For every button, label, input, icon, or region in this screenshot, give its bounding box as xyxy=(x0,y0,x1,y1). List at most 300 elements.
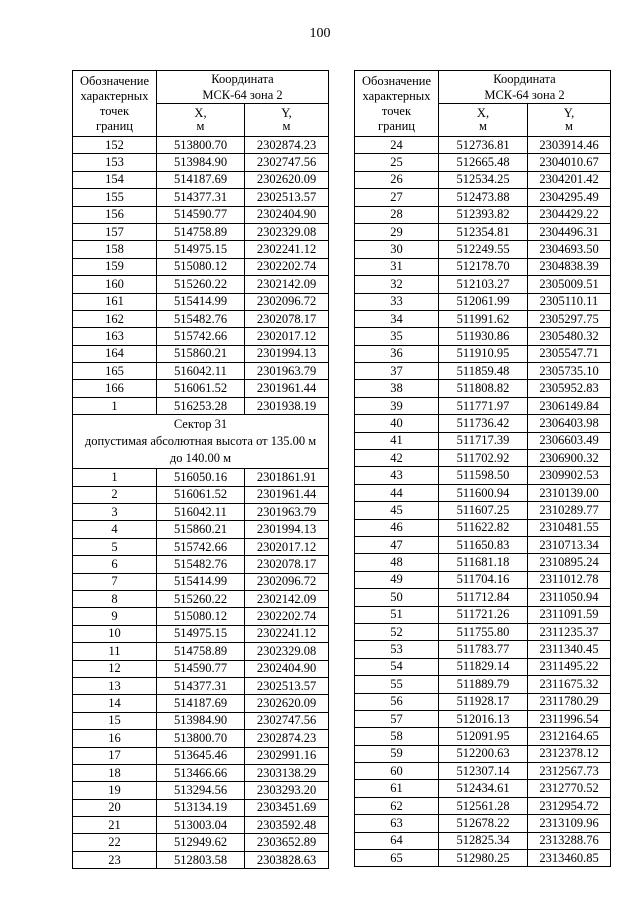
x-value: 512354.81 xyxy=(439,223,528,240)
y-value: 2310289.77 xyxy=(528,502,611,519)
point-number: 155 xyxy=(73,189,157,206)
x-value: 515414.99 xyxy=(157,293,245,310)
point-number: 34 xyxy=(355,310,439,327)
x-value: 516042.11 xyxy=(157,363,245,380)
x-value: 511991.62 xyxy=(439,310,528,327)
table-row xyxy=(355,450,611,467)
table-row xyxy=(355,745,611,762)
y-value: 2311495.22 xyxy=(528,658,611,675)
x-value: 513645.46 xyxy=(157,747,245,764)
point-number: 153 xyxy=(73,154,157,171)
point-number: 20 xyxy=(73,799,157,816)
point-number: 52 xyxy=(355,623,439,640)
point-number: 43 xyxy=(355,467,439,484)
point-number: 162 xyxy=(73,310,157,327)
point-number: 53 xyxy=(355,641,439,658)
point-number: 157 xyxy=(73,223,157,240)
point-number: 32 xyxy=(355,276,439,293)
point-number: 31 xyxy=(355,258,439,275)
point-number: 36 xyxy=(355,345,439,362)
point-number: 24 xyxy=(355,137,439,154)
point-number: 54 xyxy=(355,658,439,675)
y-value: 2303451.69 xyxy=(245,799,329,816)
left-top-rows xyxy=(73,137,329,415)
point-number: 1 xyxy=(73,397,157,414)
table-row xyxy=(355,484,611,501)
table-row xyxy=(355,137,611,154)
x-value: 511859.48 xyxy=(439,363,528,380)
table-row xyxy=(355,502,611,519)
y-value: 2302017.12 xyxy=(245,328,329,345)
point-number: 19 xyxy=(73,782,157,799)
point-number: 47 xyxy=(355,536,439,553)
sector-title: Сектор 31 xyxy=(173,417,228,432)
table-row xyxy=(355,658,611,675)
x-value: 512393.82 xyxy=(439,206,528,223)
x-value: 511622.82 xyxy=(439,519,528,536)
designation-header: Обозначение характерных точек границ xyxy=(73,71,157,137)
y-value: 2302991.16 xyxy=(245,747,329,764)
table-row xyxy=(355,276,611,293)
y-value: 2301994.13 xyxy=(245,345,329,362)
table-row xyxy=(73,590,329,607)
y-value: 2311091.59 xyxy=(528,606,611,623)
x-value: 512178.70 xyxy=(439,258,528,275)
point-number: 12 xyxy=(73,660,157,677)
x-value: 512307.14 xyxy=(439,763,528,780)
x-value: 514975.15 xyxy=(157,241,245,258)
table-row xyxy=(355,154,611,171)
sector-row xyxy=(73,415,329,469)
x-value: 511600.94 xyxy=(439,484,528,501)
x-value: 512434.61 xyxy=(439,780,528,797)
point-number: 64 xyxy=(355,832,439,849)
x-value: 516050.16 xyxy=(157,469,245,486)
table-row xyxy=(73,660,329,677)
y-value: 2301963.79 xyxy=(245,504,329,521)
point-number: 156 xyxy=(73,206,157,223)
point-number: 8 xyxy=(73,590,157,607)
point-number: 2 xyxy=(73,486,157,503)
x-value: 514590.77 xyxy=(157,660,245,677)
table-row xyxy=(73,556,329,573)
table-row xyxy=(73,608,329,625)
point-number: 44 xyxy=(355,484,439,501)
table-row xyxy=(355,606,611,623)
x-value: 511889.79 xyxy=(439,676,528,693)
x-value: 515482.76 xyxy=(157,556,245,573)
y-value: 2305297.75 xyxy=(528,310,611,327)
table-row xyxy=(73,189,329,206)
y-value: 2312378.12 xyxy=(528,745,611,762)
y-value: 2313460.85 xyxy=(528,850,611,867)
point-number: 59 xyxy=(355,745,439,762)
x-value: 511783.77 xyxy=(439,641,528,658)
point-number: 3 xyxy=(73,504,157,521)
point-number: 154 xyxy=(73,171,157,188)
x-value: 513984.90 xyxy=(157,712,245,729)
sector-height-range: допустимая абсолютная высота от 135.00 м xyxy=(84,434,317,449)
y-value: 2302747.56 xyxy=(245,712,329,729)
y-value: 2302874.23 xyxy=(245,730,329,747)
table-row xyxy=(73,345,329,362)
point-number: 9 xyxy=(73,608,157,625)
point-number: 29 xyxy=(355,223,439,240)
y-header: Y, м xyxy=(528,104,611,137)
table-row xyxy=(73,712,329,729)
coordinate-header: Координата МСК-64 зона 2 xyxy=(157,71,329,104)
x-value: 511598.50 xyxy=(439,467,528,484)
right-coordinates-table xyxy=(354,70,611,867)
table-row xyxy=(355,206,611,223)
point-number: 57 xyxy=(355,710,439,727)
point-number: 48 xyxy=(355,554,439,571)
designation-header: Обозначение характерных точек границ xyxy=(355,71,439,137)
x-value: 515860.21 xyxy=(157,345,245,362)
point-number: 33 xyxy=(355,293,439,310)
y-header: Y, м xyxy=(245,104,329,137)
y-value: 2311050.94 xyxy=(528,589,611,606)
x-value: 513003.04 xyxy=(157,817,245,834)
table-row xyxy=(73,223,329,240)
y-value: 2302874.23 xyxy=(245,137,329,154)
x-value: 511717.39 xyxy=(439,432,528,449)
x-value: 512249.55 xyxy=(439,241,528,258)
point-number: 45 xyxy=(355,502,439,519)
table-row xyxy=(355,380,611,397)
x-value: 511930.86 xyxy=(439,328,528,345)
right-rows xyxy=(355,137,611,867)
x-value: 514758.89 xyxy=(157,643,245,660)
table-row xyxy=(355,728,611,745)
y-value: 2303914.46 xyxy=(528,137,611,154)
table-row xyxy=(73,538,329,555)
y-value: 2301963.79 xyxy=(245,363,329,380)
table-row xyxy=(73,363,329,380)
y-value: 2305480.32 xyxy=(528,328,611,345)
y-value: 2302202.74 xyxy=(245,608,329,625)
point-number: 22 xyxy=(73,834,157,851)
y-value: 2305547.71 xyxy=(528,345,611,362)
y-value: 2302017.12 xyxy=(245,538,329,555)
table-row xyxy=(73,643,329,660)
sector-height-range-end: до 140.00 м xyxy=(169,451,232,466)
point-number: 50 xyxy=(355,589,439,606)
x-value: 511771.97 xyxy=(439,397,528,414)
y-value: 2304201.42 xyxy=(528,171,611,188)
y-value: 2301961.44 xyxy=(245,380,329,397)
point-number: 30 xyxy=(355,241,439,258)
y-value: 2313288.76 xyxy=(528,832,611,849)
y-value: 2304496.31 xyxy=(528,223,611,240)
point-number: 1 xyxy=(73,469,157,486)
table-row xyxy=(73,747,329,764)
x-value: 516061.52 xyxy=(157,486,245,503)
y-value: 2303293.20 xyxy=(245,782,329,799)
point-number: 39 xyxy=(355,397,439,414)
table-row xyxy=(73,677,329,694)
y-value: 2305009.51 xyxy=(528,276,611,293)
point-number: 26 xyxy=(355,171,439,188)
table-row xyxy=(355,710,611,727)
y-value: 2310481.55 xyxy=(528,519,611,536)
point-number: 23 xyxy=(73,851,157,868)
y-value: 2302096.72 xyxy=(245,293,329,310)
table-row xyxy=(355,171,611,188)
point-number: 165 xyxy=(73,363,157,380)
point-number: 7 xyxy=(73,573,157,590)
point-number: 6 xyxy=(73,556,157,573)
table-row xyxy=(355,328,611,345)
table-row xyxy=(73,521,329,538)
table-row xyxy=(355,676,611,693)
point-number: 152 xyxy=(73,137,157,154)
table-row xyxy=(73,154,329,171)
y-value: 2302404.90 xyxy=(245,206,329,223)
y-value: 2302747.56 xyxy=(245,154,329,171)
point-number: 11 xyxy=(73,643,157,660)
point-number: 46 xyxy=(355,519,439,536)
point-number: 65 xyxy=(355,850,439,867)
y-value: 2302620.09 xyxy=(245,171,329,188)
point-number: 49 xyxy=(355,571,439,588)
x-value: 513800.70 xyxy=(157,137,245,154)
y-value: 2302078.17 xyxy=(245,556,329,573)
point-number: 15 xyxy=(73,712,157,729)
point-number: 55 xyxy=(355,676,439,693)
x-value: 514590.77 xyxy=(157,206,245,223)
point-number: 159 xyxy=(73,258,157,275)
table-row xyxy=(355,432,611,449)
point-number: 4 xyxy=(73,521,157,538)
x-value: 511928.17 xyxy=(439,693,528,710)
x-value: 511910.95 xyxy=(439,345,528,362)
y-value: 2311235.37 xyxy=(528,623,611,640)
table-row xyxy=(73,817,329,834)
x-value: 512736.81 xyxy=(439,137,528,154)
table-row xyxy=(355,293,611,310)
y-value: 2301961.44 xyxy=(245,486,329,503)
x-value: 512678.22 xyxy=(439,815,528,832)
table-row xyxy=(355,345,611,362)
point-number: 40 xyxy=(355,415,439,432)
y-value: 2312567.73 xyxy=(528,763,611,780)
y-value: 2302329.08 xyxy=(245,223,329,240)
table-row xyxy=(73,397,329,414)
table-row xyxy=(73,276,329,293)
x-value: 514377.31 xyxy=(157,189,245,206)
x-value: 513294.56 xyxy=(157,782,245,799)
table-row xyxy=(73,764,329,781)
y-value: 2302142.09 xyxy=(245,590,329,607)
point-number: 51 xyxy=(355,606,439,623)
x-value: 513800.70 xyxy=(157,730,245,747)
y-value: 2302096.72 xyxy=(245,573,329,590)
y-value: 2302404.90 xyxy=(245,660,329,677)
x-value: 512061.99 xyxy=(439,293,528,310)
x-value: 515742.66 xyxy=(157,538,245,555)
table-row xyxy=(355,536,611,553)
x-value: 512561.28 xyxy=(439,797,528,814)
x-value: 511721.26 xyxy=(439,606,528,623)
table-row xyxy=(355,693,611,710)
y-value: 2313109.96 xyxy=(528,815,611,832)
table-row xyxy=(73,573,329,590)
x-value: 516042.11 xyxy=(157,504,245,521)
table-row xyxy=(73,258,329,275)
x-value: 511755.80 xyxy=(439,623,528,640)
x-value: 516253.28 xyxy=(157,397,245,414)
table-row xyxy=(73,834,329,851)
y-value: 2302329.08 xyxy=(245,643,329,660)
table-row xyxy=(355,519,611,536)
x-value: 512091.95 xyxy=(439,728,528,745)
x-value: 515080.12 xyxy=(157,608,245,625)
y-value: 2303138.29 xyxy=(245,764,329,781)
x-value: 513134.19 xyxy=(157,799,245,816)
y-value: 2302202.74 xyxy=(245,258,329,275)
table-row xyxy=(355,397,611,414)
y-value: 2304429.22 xyxy=(528,206,611,223)
y-value: 2302513.57 xyxy=(245,677,329,694)
y-value: 2303828.63 xyxy=(245,851,329,868)
point-number: 166 xyxy=(73,380,157,397)
table-row xyxy=(73,328,329,345)
y-value: 2312954.72 xyxy=(528,797,611,814)
x-value: 511736.42 xyxy=(439,415,528,432)
table-row xyxy=(73,469,329,486)
table-row xyxy=(355,815,611,832)
point-number: 37 xyxy=(355,363,439,380)
point-number: 5 xyxy=(73,538,157,555)
y-value: 2312164.65 xyxy=(528,728,611,745)
point-number: 18 xyxy=(73,764,157,781)
table-row xyxy=(355,223,611,240)
point-number: 10 xyxy=(73,625,157,642)
point-number: 14 xyxy=(73,695,157,712)
point-number: 28 xyxy=(355,206,439,223)
y-value: 2309902.53 xyxy=(528,467,611,484)
point-number: 17 xyxy=(73,747,157,764)
x-value: 516061.52 xyxy=(157,380,245,397)
sector-caption xyxy=(73,415,329,469)
y-value: 2303652.89 xyxy=(245,834,329,851)
x-value: 511607.25 xyxy=(439,502,528,519)
x-value: 514377.31 xyxy=(157,677,245,694)
x-value: 512200.63 xyxy=(439,745,528,762)
table-row xyxy=(355,797,611,814)
y-value: 2310713.34 xyxy=(528,536,611,553)
y-value: 2305735.10 xyxy=(528,363,611,380)
x-value: 512980.25 xyxy=(439,850,528,867)
point-number: 61 xyxy=(355,780,439,797)
table-row xyxy=(355,258,611,275)
y-value: 2311780.29 xyxy=(528,693,611,710)
x-value: 515414.99 xyxy=(157,573,245,590)
table-row xyxy=(73,486,329,503)
table-row xyxy=(355,571,611,588)
x-value: 515742.66 xyxy=(157,328,245,345)
y-value: 2302078.17 xyxy=(245,310,329,327)
point-number: 41 xyxy=(355,432,439,449)
table-row xyxy=(355,189,611,206)
x-value: 515080.12 xyxy=(157,258,245,275)
y-value: 2310139.00 xyxy=(528,484,611,501)
table-row xyxy=(355,554,611,571)
x-value: 511808.82 xyxy=(439,380,528,397)
point-number: 58 xyxy=(355,728,439,745)
page-number: 100 xyxy=(309,26,331,41)
point-number: 42 xyxy=(355,450,439,467)
x-value: 511712.84 xyxy=(439,589,528,606)
table-row xyxy=(73,310,329,327)
left-bottom-rows xyxy=(73,469,329,869)
x-header: X, м xyxy=(157,104,245,137)
table-row xyxy=(73,241,329,258)
x-value: 515260.22 xyxy=(157,590,245,607)
y-value: 2311340.45 xyxy=(528,641,611,658)
y-value: 2301861.91 xyxy=(245,469,329,486)
table-row xyxy=(355,780,611,797)
table-row xyxy=(73,171,329,188)
y-value: 2311012.78 xyxy=(528,571,611,588)
x-value: 512825.34 xyxy=(439,832,528,849)
y-value: 2306149.84 xyxy=(528,397,611,414)
table-row xyxy=(73,380,329,397)
point-number: 163 xyxy=(73,328,157,345)
x-header: X, м xyxy=(439,104,528,137)
y-value: 2301994.13 xyxy=(245,521,329,538)
point-number: 13 xyxy=(73,677,157,694)
table-row xyxy=(355,415,611,432)
x-value: 514758.89 xyxy=(157,223,245,240)
y-value: 2304693.50 xyxy=(528,241,611,258)
table-row xyxy=(355,832,611,849)
table-row xyxy=(355,467,611,484)
x-value: 512949.62 xyxy=(157,834,245,851)
table-row xyxy=(73,851,329,868)
x-value: 514187.69 xyxy=(157,171,245,188)
table-row xyxy=(355,763,611,780)
point-number: 158 xyxy=(73,241,157,258)
y-value: 2311996.54 xyxy=(528,710,611,727)
y-value: 2304295.49 xyxy=(528,189,611,206)
table-row xyxy=(73,625,329,642)
x-value: 515482.76 xyxy=(157,310,245,327)
point-number: 21 xyxy=(73,817,157,834)
table-row xyxy=(355,623,611,640)
table-row xyxy=(355,589,611,606)
table-row xyxy=(355,310,611,327)
table-row xyxy=(73,504,329,521)
x-value: 511681.18 xyxy=(439,554,528,571)
table-row xyxy=(355,363,611,380)
y-value: 2301938.19 xyxy=(245,397,329,414)
point-number: 60 xyxy=(355,763,439,780)
table-row xyxy=(73,293,329,310)
x-value: 511702.92 xyxy=(439,450,528,467)
y-value: 2310895.24 xyxy=(528,554,611,571)
table-row xyxy=(73,137,329,154)
point-number: 27 xyxy=(355,189,439,206)
y-value: 2306900.32 xyxy=(528,450,611,467)
x-value: 513466.66 xyxy=(157,764,245,781)
y-value: 2305110.11 xyxy=(528,293,611,310)
y-value: 2311675.32 xyxy=(528,676,611,693)
x-value: 512473.88 xyxy=(439,189,528,206)
y-value: 2305952.83 xyxy=(528,380,611,397)
point-number: 62 xyxy=(355,797,439,814)
